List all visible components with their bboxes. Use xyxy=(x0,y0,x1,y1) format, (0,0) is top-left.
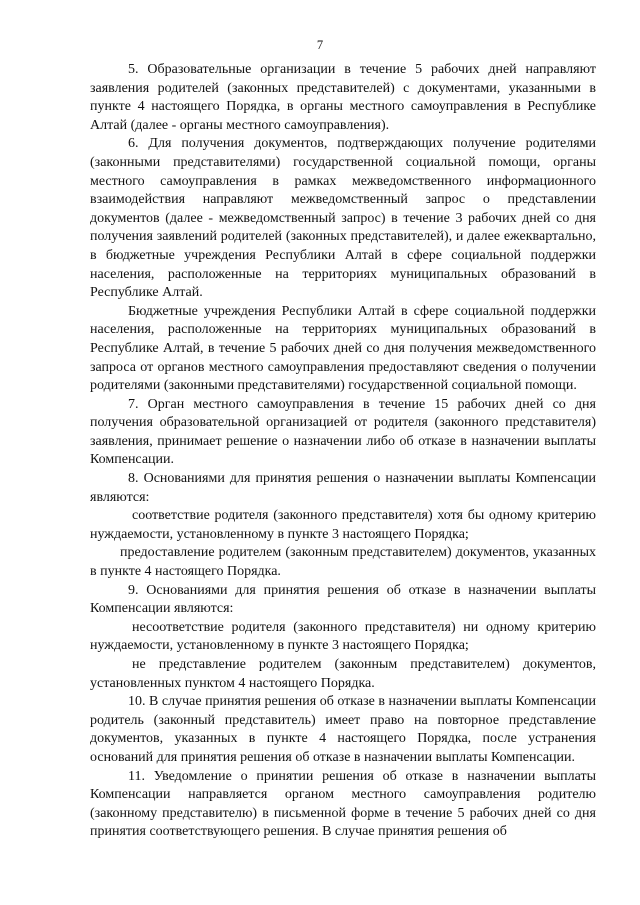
paragraph-10: 10. В случае принятия решения об отказе в назначении выплаты Компенсации родитель (законный представитель) имеет право на повторное представление документов, указанных в пункте 4 настоящего Порядка, после устранения оснований для принятия решения об отказе в назначении выплаты Компенсации. xyxy=(90,694,596,765)
paragraph-9-item-2: не представление родителем (законным представителем) документов, установленных пунктом 4 настоящего Порядка. xyxy=(90,657,596,691)
paragraph-6-continued: Бюджетные учреждения Республики Алтай в сфере социальной поддержки населения, расположенные на территориях муниципальных образований в Республике Алтай, в течение 5 рабочих дней со дня получения межведомственного запроса от органов местного самоуправления предоставляют сведения о получении родителями (законными представителями) государственной социальной помощи. xyxy=(90,303,596,394)
paragraph-6: 6. Для получения документов, подтверждающих получение родителями (законными представителями) государственной социальной помощи, органы местного самоуправления в рамках межведомственного информационного взаимодействия направляют межведомственный запрос о представлении документов (далее - межведомственный запрос) в течение 3 рабочих дней со дня получения заявлений родителей (законных представителей), и далее ежеквартально, в бюджетные учреждения Республики Алтай в сфере социальной поддержки населения, расположенные на территориях муниципальных образований в Республике Алтай. xyxy=(90,136,596,301)
paragraph-9: 9. Основаниями для принятия решения об отказе в назначении выплаты Компенсации являются: xyxy=(90,582,596,617)
paragraph-8: 8. Основаниями для принятия решения о назначении выплаты Компенсации являются: xyxy=(90,471,596,505)
paragraph-8-item-1: соответствие родителя (законного представителя) хотя бы одному критерию нуждаемости, установленному в пункте 3 настоящего Порядка; xyxy=(90,508,596,542)
paragraph-11: 11. Уведомление о принятии решения об отказе в назначении выплаты Компенсации направляется органом местного самоуправления родителю (законному представителю) в письменной форме в течение 5 рабочих дней со дня принятия соответствующего решения. В случае принятия решения об xyxy=(90,768,596,840)
paragraph-7: 7. Орган местного самоуправления в течение 15 рабочих дней со дня получения образовательной организацией от родителя (законного представителя) заявления, принимает решение о назначении либо об отказе в назначении выплаты Компенсации. xyxy=(90,396,596,468)
paragraph-5: 5. Образовательные организации в течение 5 рабочих дней направляют заявления родителей (законных представителей) с документами, указанными в пункте 4 настоящего Порядка, в органы местного самоуправления в Республике Алтай (далее - органы местного самоуправления). xyxy=(90,62,596,133)
document-body xyxy=(90,61,596,842)
page-number: 7 xyxy=(316,38,324,52)
paragraph-8-item-2: предоставление родителем (законным представителем) документов, указанных в пункте 4 настоящего Порядка. xyxy=(90,545,596,580)
paragraph-9-item-1: несоответствие родителя (законного представителя) ни одному критерию нуждаемости, установленному в пункте 3 настоящего Порядка; xyxy=(90,619,596,654)
